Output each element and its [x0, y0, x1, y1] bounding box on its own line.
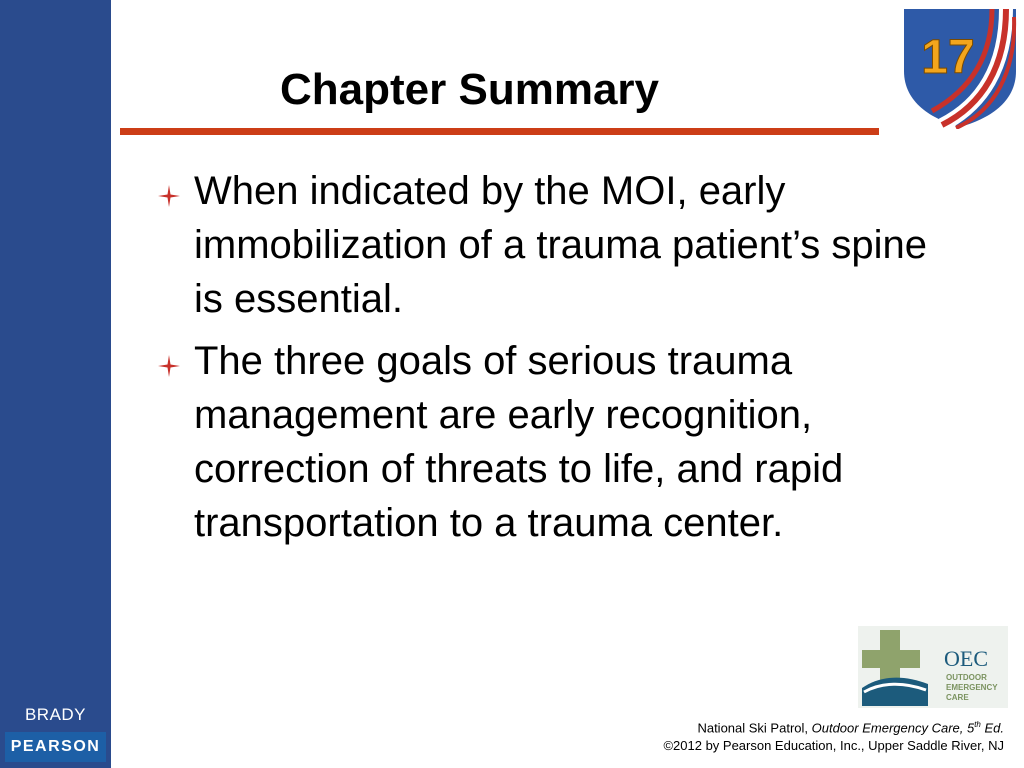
- chapter-number: 17: [921, 31, 975, 84]
- bullet-list: [152, 164, 952, 558]
- sidebar: [0, 0, 111, 768]
- footer-credits: [663, 716, 1004, 755]
- footer-book-title: Outdoor Emergency Care, 5: [811, 720, 975, 736]
- pearson-logo: PEARSON: [5, 732, 106, 762]
- list-item: [152, 334, 952, 550]
- page-title: Chapter Summary: [280, 65, 660, 114]
- bullet-text: When indicated by the MOI, early immobilization of a trauma patient’s spine is essential.: [194, 169, 927, 321]
- oec-subtitle-3: CARE: [946, 693, 969, 702]
- sparkle-bullet-icon: [158, 355, 180, 377]
- footer-copyright: ©2012 by Pearson Education, Inc., Upper Saddle River, NJ: [663, 738, 1004, 754]
- title-divider: [120, 128, 879, 135]
- brady-label: BRADY: [24, 705, 87, 724]
- footer-publisher: National Ski Patrol,: [697, 720, 812, 736]
- footer-edition-sup: th: [974, 720, 981, 729]
- chapter-badge-icon: [902, 7, 1018, 129]
- list-item: [152, 164, 952, 326]
- oec-logo: [858, 626, 1008, 708]
- sparkle-bullet-icon: [158, 185, 180, 207]
- bullet-text: The three goals of serious trauma management are early recognition, correction of threats to life, and rapid transportation to a trauma center.: [194, 339, 844, 545]
- oec-subtitle-2: EMERGENCY: [946, 683, 998, 692]
- footer-edition-suffix: Ed.: [980, 720, 1004, 736]
- oec-subtitle-1: OUTDOOR: [946, 673, 987, 682]
- oec-name: OEC: [944, 646, 988, 671]
